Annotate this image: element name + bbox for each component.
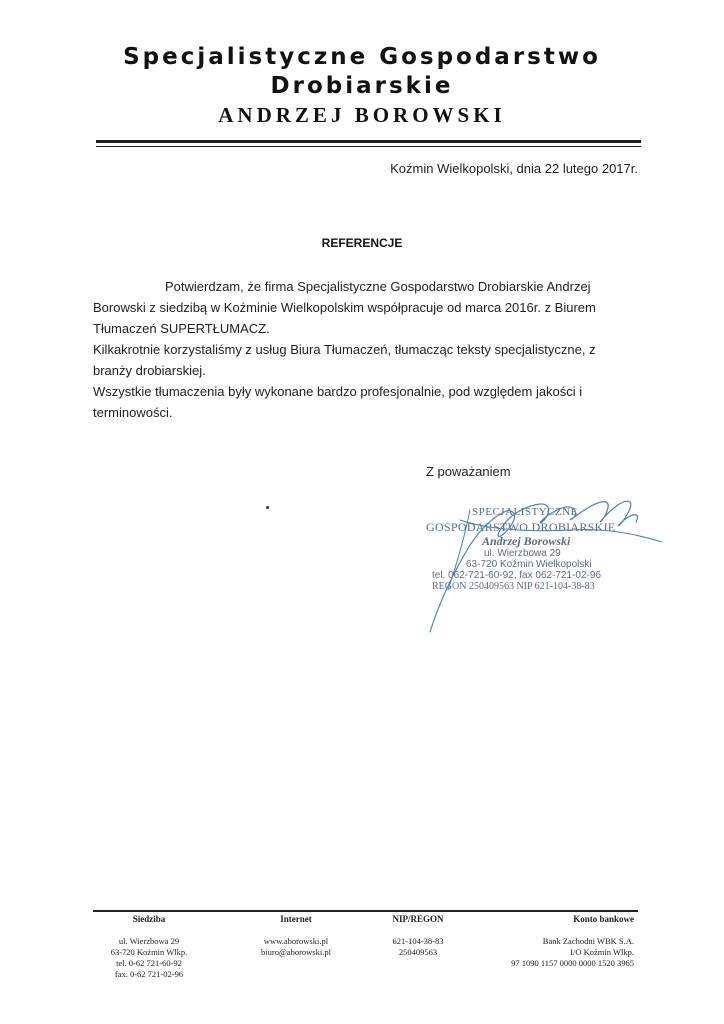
body-paragraph-2: Kilkakrotnie korzystaliśmy z usług Biura Tłumaczeń, tłumacząc teksty specjalistyczne, z branży drobiarskiej. xyxy=(93,342,596,378)
stamp-line-4: ul. Wierzbowa 29 xyxy=(484,548,561,559)
footer-siedziba-line: 63-720 Koźmin Wlkp. xyxy=(110,947,188,957)
document-title: REFERENCJE xyxy=(321,236,403,250)
footer-regon-value: 250409563 xyxy=(398,947,438,957)
scan-speck xyxy=(266,506,269,509)
closing-salutation: Z poważaniem xyxy=(426,464,511,479)
letterhead-divider-thick xyxy=(96,140,641,143)
stamp-line-7: REGON 250409563 NIP 621-104-38-83 xyxy=(432,581,595,592)
footer-konto-heading: Konto bankowe xyxy=(573,914,634,924)
footer-konto-line: I/O Koźmin Wlkp. xyxy=(570,947,634,957)
stamp-line-1: SPECJALISTYCZNE xyxy=(472,506,578,518)
footer-nip-regon xyxy=(368,914,468,958)
footer-website-link[interactable]: www.aborowski.pl xyxy=(263,936,329,946)
stamp-line-2: GOSPODARSTWO DROBIARSKIE xyxy=(426,520,616,534)
stamp-line-3: Andrzej Borowski xyxy=(482,534,571,548)
footer-siedziba-line: fax. 0-62 721-02-96 xyxy=(114,969,184,979)
letterhead-divider-thin xyxy=(96,146,641,147)
footer-nip-regon-heading: NIP/REGON xyxy=(392,914,444,924)
footer-siedziba-heading: Siedziba xyxy=(132,914,166,924)
footer-konto xyxy=(470,914,634,969)
stamp-line-6: tel. 062-721-60-92, fax 062-721-02-96 xyxy=(432,570,602,581)
letterhead-owner-name: ANDRZEJ BOROWSKI xyxy=(218,103,506,127)
body-paragraph-1: Potwierdzam, że firma Specjalistyczne Gospodarstwo Drobiarskie Andrzej Borowski z siedzibą w Koźminie Wielkopolskim współpracuje od marca 2016r. z Biurem Tłumaczeń SUPERTŁUMACZ. xyxy=(93,279,596,336)
footer-siedziba xyxy=(104,914,194,980)
footer-email-link[interactable]: biuro@aborowski.pl xyxy=(261,947,331,957)
footer-nip-value: 621-104-38-83 xyxy=(392,936,444,946)
footer-konto-line: Bank Zachodni WBK S.A. xyxy=(542,936,634,946)
footer-siedziba-line: ul. Wierzbowa 29 xyxy=(118,936,180,946)
stamp-line-5: 63-720 Koźmin Wielkopolski xyxy=(466,559,592,570)
footer-internet xyxy=(246,914,346,958)
body-paragraph-3: Wszystkie tłumaczenia były wykonane bardzo profesjonalnie, pod względem jakości i terminowości. xyxy=(93,384,583,420)
footer-konto-line: 97 1090 1157 0000 0000 1520 3965 xyxy=(511,958,634,968)
letterhead-company-line1: Specjalistyczne Gospodarstwo xyxy=(123,44,601,70)
footer-divider xyxy=(93,910,638,912)
footer-siedziba-line: tel. 0-62 721-60-92 xyxy=(116,958,182,968)
letterhead-company-line2: Drobiarskie xyxy=(270,73,454,99)
footer-internet-heading: Internet xyxy=(280,914,312,924)
place-and-date: Koźmin Wielkopolski, dnia 22 lutego 2017r. xyxy=(390,161,638,176)
letter-body xyxy=(93,276,618,423)
handwritten-signature xyxy=(400,490,670,640)
